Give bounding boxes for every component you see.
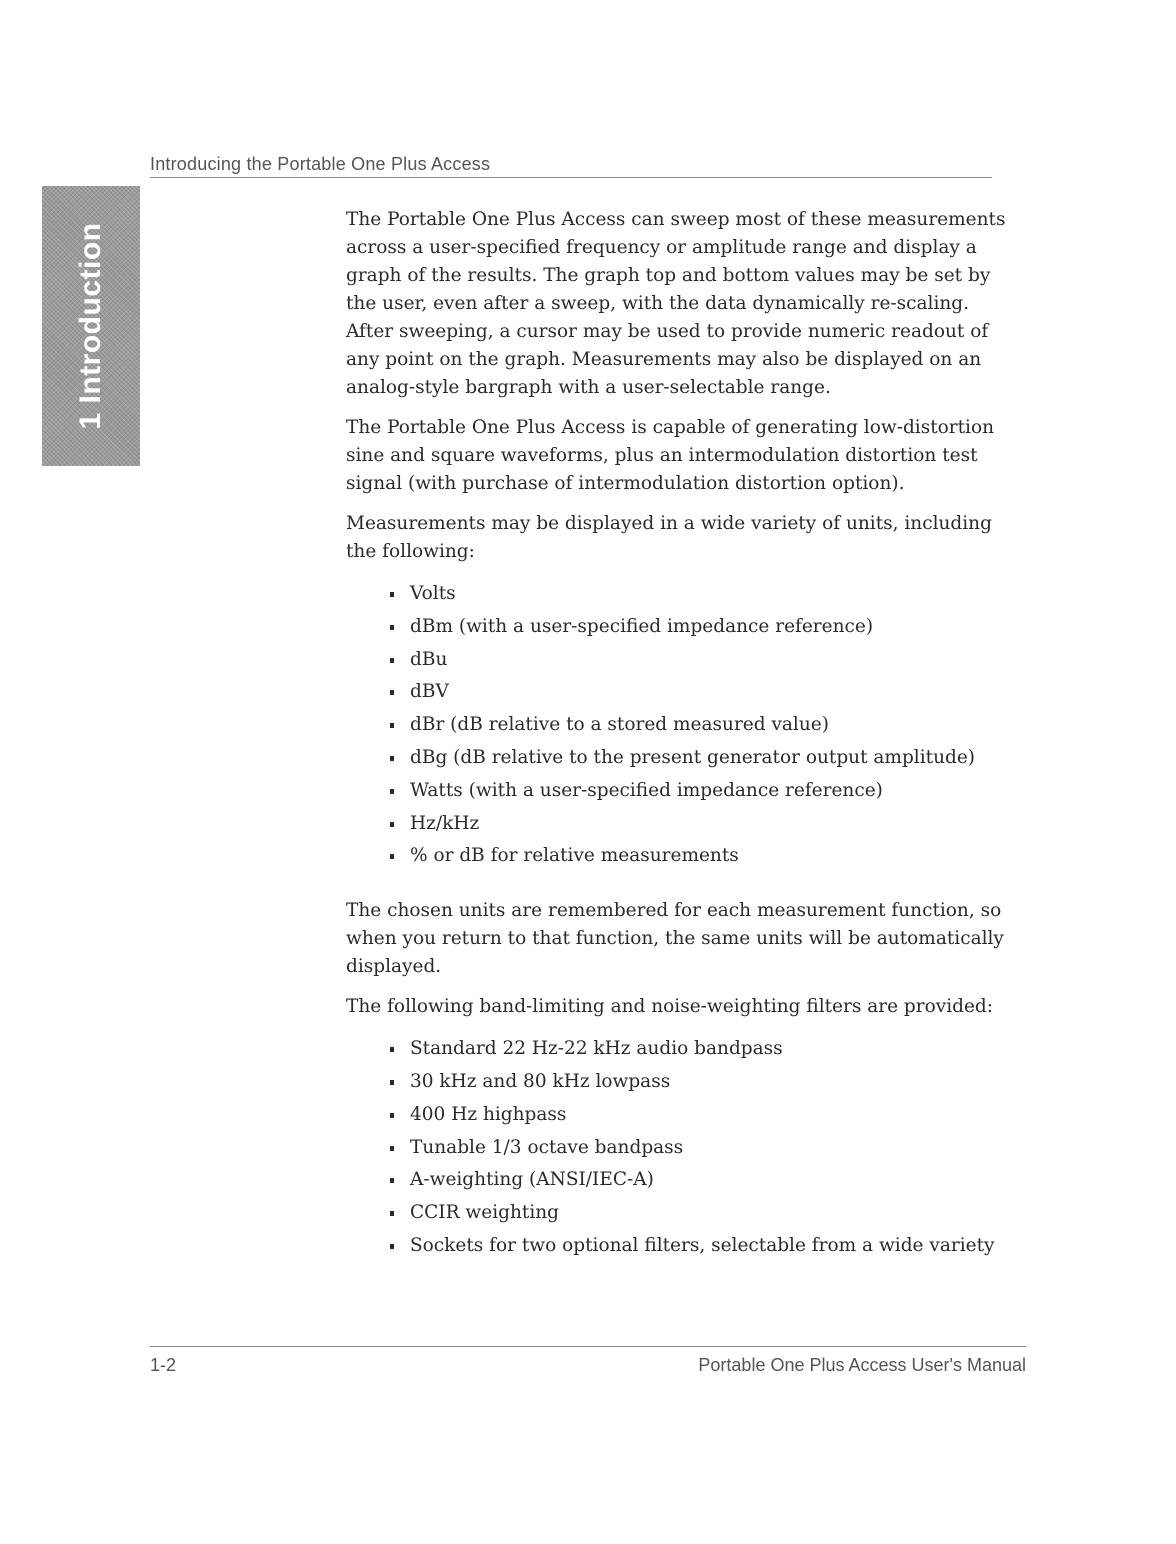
filters-list-item: Tunable 1/3 octave bandpass <box>388 1132 1018 1165</box>
page-number: 1-2 <box>150 1355 177 1375</box>
filters-list <box>346 1033 1018 1263</box>
units-list-item: dBm (with a user-specified impedance reference) <box>388 611 1018 644</box>
units-list-item: Volts <box>388 578 1018 611</box>
units-list-item: % or dB for relative measurements <box>388 840 1018 873</box>
body-paragraph: The following band-limiting and noise-weighting filters are provided: <box>346 996 993 1018</box>
chapter-tab <box>42 186 140 466</box>
manual-title: Portable One Plus Access User's Manual <box>698 1355 1026 1375</box>
units-list-item: Watts (with a user-specified impedance reference) <box>388 775 1018 808</box>
units-list-item: dBr (dB relative to a stored measured value) <box>388 709 1018 742</box>
running-footer <box>150 1346 1026 1376</box>
units-list-item: dBu <box>388 644 1018 677</box>
filters-list-item: Standard 22 Hz-22 kHz audio bandpass <box>388 1033 1018 1066</box>
units-list-item: dBV <box>388 676 1018 709</box>
units-list-item: Hz/kHz <box>388 808 1018 841</box>
filters-list-item: 30 kHz and 80 kHz lowpass <box>388 1066 1018 1099</box>
page-body <box>346 206 1018 1263</box>
body-paragraph: The Portable One Plus Access is capable of generating low-distortion sine and square waveforms, plus an intermodulation distortion test signal (with purchase of intermodulation distortion option). <box>346 417 995 494</box>
filters-list-item: CCIR weighting <box>388 1197 1018 1230</box>
filters-list-item: Sockets for two optional filters, selectable from a wide variety <box>388 1230 1018 1263</box>
running-header: Introducing the Portable One Plus Access <box>150 154 992 178</box>
body-paragraph: Measurements may be displayed in a wide variety of units, including the following: <box>346 513 992 562</box>
filters-list-item: 400 Hz highpass <box>388 1099 1018 1132</box>
chapter-tab-label: 1 Introduction <box>74 222 107 430</box>
units-list-item: dBg (dB relative to the present generator output amplitude) <box>388 742 1018 775</box>
units-list <box>346 578 1018 873</box>
body-paragraph: The chosen units are remembered for each measurement function, so when you return to that function, the same units will be automatically displayed. <box>346 900 1004 978</box>
body-paragraph: The Portable One Plus Access can sweep most of these measurements across a user-specified frequency or amplitude range and display a graph of the results. The graph top and bottom values may be set by the user, even after a sweep, with the data dynamically re-scaling. After sweeping, a cursor may be used to provide numeric readout of any point on the graph. Measurements may also be displayed on an analog-style bargraph with a user-selectable range. <box>346 209 1006 398</box>
filters-list-item: A-weighting (ANSI/IEC-A) <box>388 1164 1018 1197</box>
